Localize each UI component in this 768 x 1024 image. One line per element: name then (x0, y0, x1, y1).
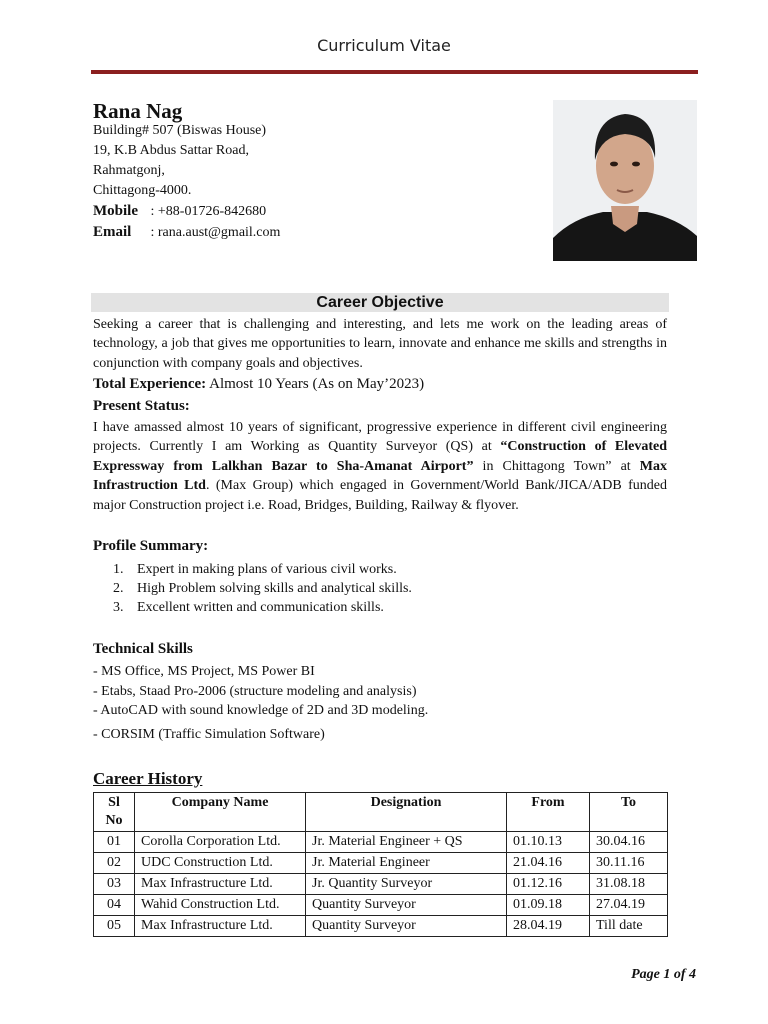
table-row (94, 832, 668, 853)
career-objective-heading: Career Objective (91, 293, 669, 312)
mobile-value: : +88-01726-842680 (150, 204, 267, 219)
skill-item: - CORSIM (Traffic Simulation Software) (93, 727, 325, 742)
email-row (93, 224, 280, 241)
present-status-text-3: . (Max Group) which engaged in Government/World Bank/JICA/ADB funded major Construction project i.e. Road, Bridges, Building, Railway & flyover. (93, 478, 668, 513)
list-item-text: Excellent written and communication skills. (137, 600, 384, 615)
career-objective-text: Seeking a career that is challenging and interesting, and lets me work on the leading areas of technology, a job that gives me opportunities to learn, innovate and enhance me skills and strengths in conjunction with company goals and objectives. (93, 317, 667, 371)
cell-to: 31.08.18 (590, 874, 668, 895)
cell-sl: 04 (94, 895, 135, 916)
page-title: Curriculum Vitae (317, 36, 451, 55)
list-item-number: 1. (113, 562, 124, 577)
cell-sl: 05 (94, 916, 135, 937)
cell-designation: Jr. Quantity Surveyor (306, 874, 507, 895)
skill-item: - Etabs, Staad Pro-2006 (structure modeling and analysis) (93, 684, 417, 699)
career-history-table (93, 792, 668, 937)
cell-company: Max Infrastructure Ltd. (135, 916, 306, 937)
present-status-label: Present Status: (93, 398, 190, 414)
cell-designation: Jr. Material Engineer + QS (306, 832, 507, 853)
table-header-row (94, 793, 668, 832)
total-experience (93, 376, 424, 393)
present-status-project: “Construction of Elevated Expressway from Lalkhan Bazar to Sha-Amanat Airport” (93, 439, 668, 474)
skill-item: - AutoCAD with sound knowledge of 2D and 3D modeling. (93, 703, 429, 718)
column-header-to: To (590, 793, 668, 832)
profile-photo (553, 100, 697, 261)
present-status-company: Max Infrastruction Ltd (93, 458, 668, 494)
cell-company: Max Infrastructure Ltd. (135, 874, 306, 895)
table-row (94, 874, 668, 895)
cell-from: 01.09.18 (507, 895, 590, 916)
address-line-4: Chittagong-4000. (93, 183, 192, 198)
cell-to: 30.11.16 (590, 853, 668, 874)
cell-to: 30.04.16 (590, 832, 668, 853)
cell-sl: 01 (94, 832, 135, 853)
email-value: : rana.aust@gmail.com (150, 225, 281, 240)
cell-from: 01.12.16 (507, 874, 590, 895)
cell-to: 27.04.19 (590, 895, 668, 916)
list-item (113, 598, 412, 617)
cell-designation: Quantity Surveyor (306, 895, 507, 916)
list-item (113, 579, 412, 598)
list-item-number: 3. (113, 600, 124, 615)
profile-summary-label: Profile Summary: (93, 538, 209, 554)
skill-item: - MS Office, MS Project, MS Power BI (93, 664, 315, 679)
column-header-company: Company Name (135, 793, 306, 832)
cell-to: Till date (590, 916, 668, 937)
table-row (94, 916, 668, 937)
address-line-1: Building# 507 (Biswas House) (93, 123, 267, 138)
mobile-label: Mobile (93, 203, 138, 219)
address-line-3: Rahmatgonj, (93, 163, 165, 178)
cell-from: 28.04.19 (507, 916, 590, 937)
list-item-number: 2. (113, 581, 124, 596)
cell-from: 01.10.13 (507, 832, 590, 853)
present-status-text-2: in Chittagong Town” at (473, 458, 640, 474)
list-item (113, 560, 412, 579)
list-item-text: Expert in making plans of various civil works. (137, 562, 397, 577)
cell-sl: 03 (94, 874, 135, 895)
table-row (94, 853, 668, 874)
cell-company: Corolla Corporation Ltd. (135, 832, 306, 853)
list-item-text: High Problem solving skills and analytical skills. (137, 581, 412, 596)
profile-summary-list (113, 560, 412, 617)
cell-company: Wahid Construction Ltd. (135, 895, 306, 916)
profile-photo-art (553, 100, 697, 261)
person-name: Rana Nag (93, 99, 183, 123)
career-history-heading: Career History (93, 769, 203, 788)
present-status-text (93, 418, 667, 515)
header-rule (91, 70, 698, 74)
column-header-designation: Designation (306, 793, 507, 832)
cell-from: 21.04.16 (507, 853, 590, 874)
cell-sl: 02 (94, 853, 135, 874)
present-status-text-1: I have amassed almost 10 years of significant, progressive experience in different civil engineering projects. Currently I am Working as Quantity Surveyor (QS) at (93, 420, 667, 455)
cell-company: UDC Construction Ltd. (135, 853, 306, 874)
email-label: Email (93, 224, 132, 240)
page-number: Page 1 of 4 (631, 967, 696, 982)
cell-designation: Quantity Surveyor (306, 916, 507, 937)
mobile-row (93, 203, 266, 220)
column-header-from: From (507, 793, 590, 832)
total-experience-label: Total Experience: (93, 376, 207, 392)
technical-skills-label: Technical Skills (93, 641, 193, 657)
address-line-2: 19, K.B Abdus Sattar Road, (93, 143, 249, 158)
total-experience-value: Almost 10 Years (As on May’2023) (209, 376, 425, 392)
column-header-sl: Sl No (94, 793, 135, 832)
cell-designation: Jr. Material Engineer (306, 853, 507, 874)
table-row (94, 895, 668, 916)
